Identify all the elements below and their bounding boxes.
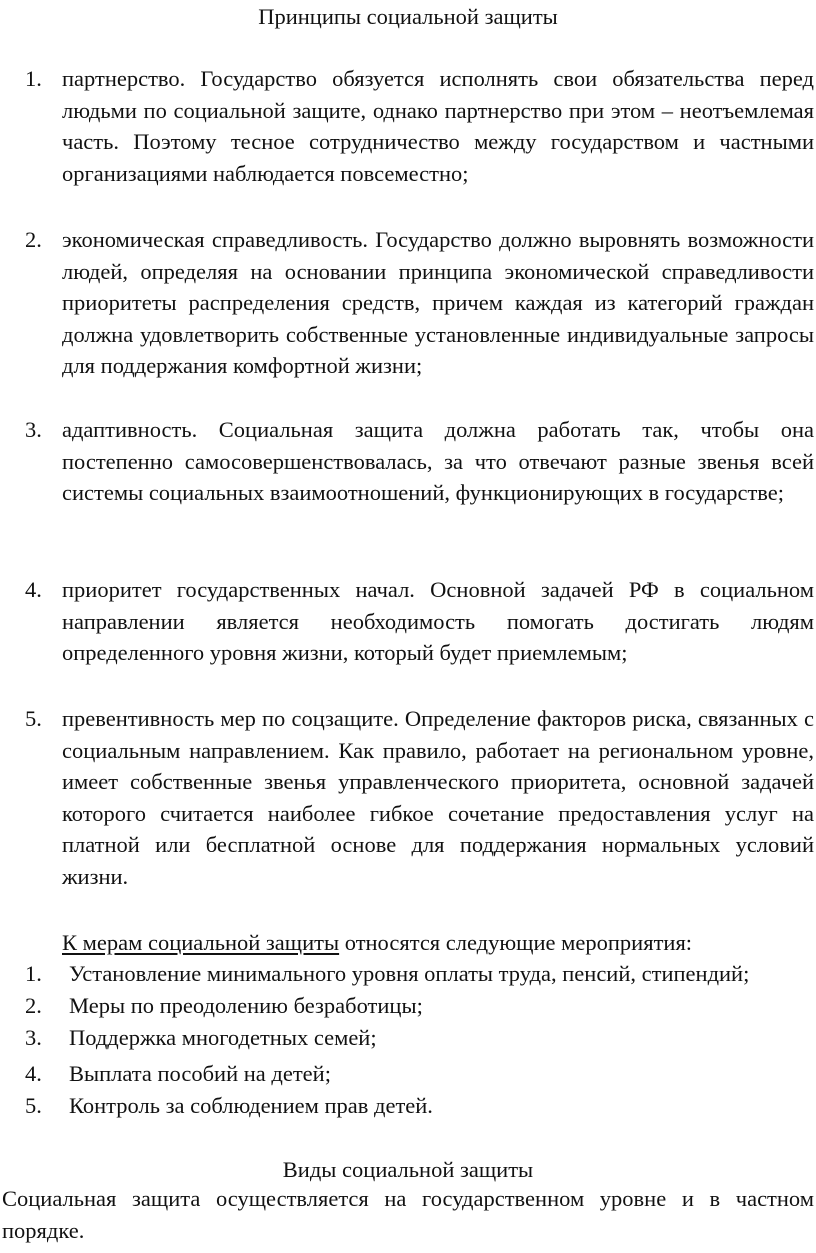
measure-number: 4. bbox=[25, 1061, 42, 1086]
measures-intro bbox=[62, 927, 692, 959]
measure-number: 2. bbox=[25, 993, 42, 1018]
measure-text: Контроль за соблюдением прав детей. bbox=[69, 1093, 433, 1118]
principle-number: 3. bbox=[25, 417, 42, 442]
principle-number: 2. bbox=[25, 227, 42, 252]
principle-text: партнерство. Государство обязуется исполнять свои обязательства перед людьми по социальной защите, однако партнерство при этом – неотъемлемая часть. Поэтому тесное сотрудничество между государством и частными организациями наблюдается повсеместно; bbox=[62, 66, 814, 186]
principle-number: 5. bbox=[25, 706, 42, 731]
page-title: Принципы социальной защиты bbox=[258, 4, 558, 29]
measure-number: 1. bbox=[25, 961, 42, 986]
measures-intro-rest: относятся следующие мероприятия: bbox=[339, 930, 693, 955]
principle-text: адаптивность. Социальная защита должна работать так, чтобы она постепенно самосовершенствовалась, за что отвечают разные звенья всей системы социальных взаимоотношений, функционирующих в государстве; bbox=[62, 417, 814, 506]
types-paragraph: Социальная защита осуществляется на государственном уровне и в частном порядке. bbox=[2, 1186, 814, 1243]
measure-text: Выплата пособий на детей; bbox=[69, 1061, 331, 1086]
principle-number: 4. bbox=[25, 577, 42, 602]
measure-text: Меры по преодолению безработицы; bbox=[69, 993, 423, 1018]
principle-number: 1. bbox=[25, 66, 42, 91]
principle-text: экономическая справедливость. Государство должно выровнять возможности людей, определяя на основании принципа экономической справедливости приоритеты распределения средств, причем каждая из категорий граждан должна удовлетворить собственные установленные индивидуальные запросы для поддержания комфортной жизни; bbox=[62, 227, 814, 379]
measure-number: 3. bbox=[25, 1025, 42, 1050]
measure-number: 5. bbox=[25, 1093, 42, 1118]
measure-text: Установление минимального уровня оплаты труда, пенсий, стипендий; bbox=[69, 961, 750, 986]
measure-text: Поддержка многодетных семей; bbox=[69, 1025, 377, 1050]
principle-text: превентивность мер по соцзащите. Определение факторов риска, связанных с социальным направлением. Как правило, работает на региональном уровне, имеет собственные звенья управленческого приоритета, основной задачей которого считается наиболее гибкое сочетание предоставления услуг на платной или бесплатной основе для поддержания нормальных условий жизни. bbox=[62, 706, 814, 889]
principle-text: приоритет государственных начал. Основной задачей РФ в социальном направлении является необходимость помогать достигать людям определенного уровня жизни, который будет приемлемым; bbox=[62, 577, 814, 666]
section-title: Виды социальной защиты bbox=[282, 1157, 534, 1182]
measures-intro-underlined: К мерам социальной защиты bbox=[62, 930, 340, 955]
